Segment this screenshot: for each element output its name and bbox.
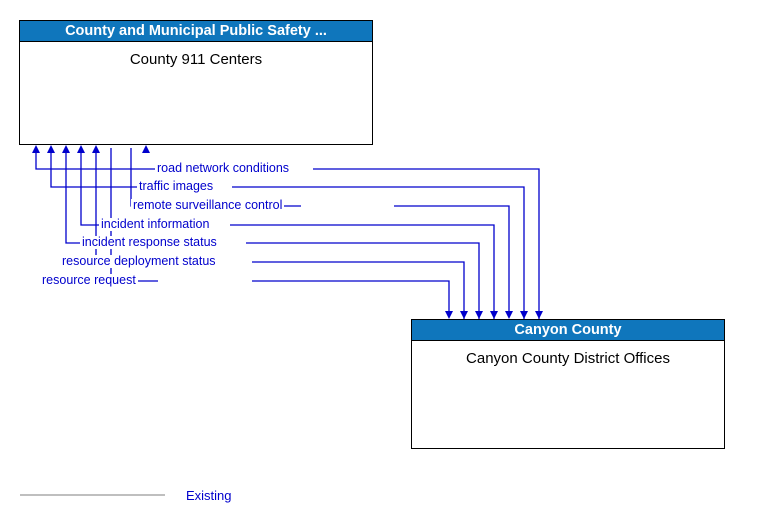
legend-label-existing: Existing — [186, 488, 232, 503]
node-header-county-911-centers: County and Municipal Public Safety ... — [20, 21, 372, 42]
flow-label-incident-information: incident information — [101, 217, 210, 231]
node-header-canyon-county: Canyon County — [412, 320, 724, 341]
flow-label-remote-surveillance-control: remote surveillance control — [133, 198, 283, 212]
node-canyon-county-district-offices[interactable] — [411, 319, 725, 449]
flow-label-resource-deployment-status: resource deployment status — [62, 254, 216, 268]
flow-label-resource-request: resource request — [42, 273, 136, 287]
flow-label-incident-response-status: incident response status — [82, 235, 217, 249]
node-title-county-911-centers: County 911 Centers — [129, 51, 263, 68]
node-county-911-centers[interactable] — [19, 20, 373, 145]
node-title-canyon-county-district-offices: Canyon County District Offices — [466, 350, 670, 367]
flow-label-traffic-images: traffic images — [139, 179, 214, 193]
flow-label-road-network-conditions: road network conditions — [157, 161, 290, 175]
